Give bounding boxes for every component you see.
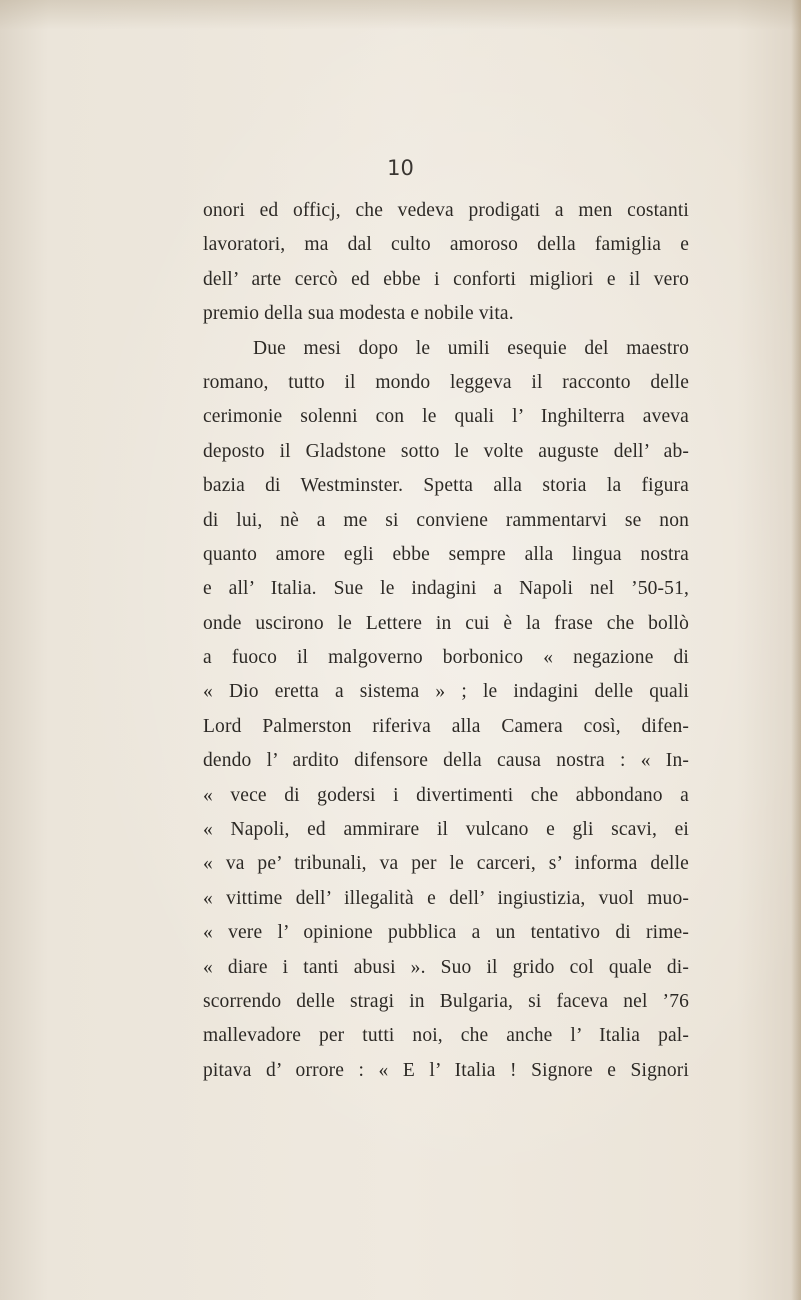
page-top-edge	[0, 0, 801, 30]
text-line: quanto amore egli ebbe sempre alla lingua nostra	[203, 543, 689, 565]
text-line: romano, tutto il mondo leggeva il racconto delle	[203, 371, 689, 393]
text-line: Due mesi dopo le umili esequie del maestro	[253, 337, 689, 359]
text-line: premio della sua modesta e nobile vita.	[203, 303, 514, 325]
body-text	[203, 194, 689, 1088]
text-line: onori ed officj, che vedeva prodigati a men costanti	[203, 200, 689, 221]
text-line: pitava d’ orrore : « E l’ Italia ! Signore e Signori	[203, 1059, 689, 1081]
text-line: bazia di Westminster. Spetta alla storia la figura	[203, 475, 689, 497]
text-line: « vere l’ opinione pubblica a un tentativo di rime-	[203, 922, 689, 944]
text-line: dell’ arte cercò ed ebbe i conforti migliori e il vero	[203, 268, 689, 290]
text-line: mallevadore per tutti noi, che anche l’ Italia pal-	[203, 1025, 689, 1047]
text-line: « vece di godersi i divertimenti che abbondano a	[203, 784, 689, 806]
text-line: « diare i tanti abusi ». Suo il grido col quale di-	[203, 956, 689, 978]
text-line: cerimonie solenni con le quali l’ Inghilterra aveva	[203, 406, 689, 428]
text-line: deposto il Gladstone sotto le volte auguste dell’ ab-	[203, 440, 689, 462]
text-line: di lui, nè a me si conviene rammentarvi se non	[203, 509, 689, 531]
page-right-edge	[791, 0, 801, 1300]
text-line: « va pe’ tribunali, va per le carceri, s’ informa delle	[203, 853, 689, 875]
text-line: « Dio eretta a sistema » ; le indagini delle quali	[203, 681, 689, 703]
text-line: dendo l’ ardito difensore della causa nostra : « In-	[203, 750, 689, 772]
text-line: lavoratori, ma dal culto amoroso della famiglia e	[203, 234, 689, 256]
text-line: « Napoli, ed ammirare il vulcano e gli scavi, ei	[203, 819, 689, 841]
text-line: a fuoco il malgoverno borbonico « negazione di	[203, 647, 689, 669]
text-line: scorrendo delle stragi in Bulgaria, si faceva nel ’76	[203, 990, 689, 1012]
text-line: « vittime dell’ illegalità e dell’ ingiustizia, vuol muo-	[203, 887, 689, 909]
text-line: onde uscirono le Lettere in cui è la frase che bollò	[203, 612, 689, 634]
text-line: e all’ Italia. Sue le indagini a Napoli nel ’50-51,	[203, 578, 689, 600]
text-line: Lord Palmerston riferiva alla Camera così, difen-	[203, 715, 689, 737]
page-number: 10	[387, 156, 414, 180]
